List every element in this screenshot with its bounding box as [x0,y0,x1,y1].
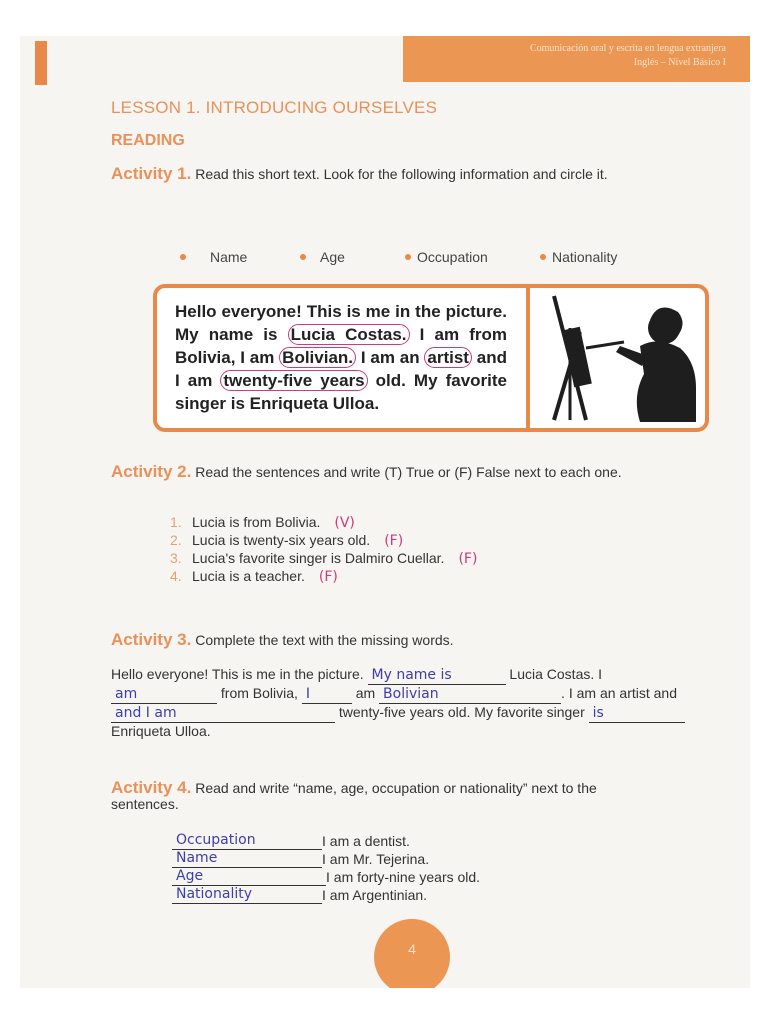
activity-3-title: Activity 3. [111,630,192,649]
activity-2-instruction [111,464,631,480]
answer-mark: (F) [318,569,338,585]
workbook-page [20,36,750,988]
story-text: Hello everyone! This is me in the picture. My name is Lucia Costas. I am from Bolivia, I am Bolivian. I am an artist and I am twenty-five years old. My favorite singer is Enriqueta Ulloa. [175,302,507,413]
answer-blank[interactable]: I [302,686,352,704]
bullet-dot-icon [540,254,546,260]
fill-line-1: Hello everyone! This is me in the picture. My name is Lucia Costas. I [111,666,603,683]
bullet-dot-icon [300,254,306,260]
activity-2-list [170,514,477,586]
answer-blank[interactable]: Nationality [172,886,322,904]
answer-mark: (F) [384,533,404,549]
list-item: Name I am Mr. Tejerina. [172,850,480,868]
answer-blank[interactable]: My name is [368,667,506,685]
bullet-age: Age [300,249,345,265]
circled-nationality: Bolivian. [279,347,356,368]
bullet-occupation: Occupation [405,249,488,265]
header-line-2: Inglés – Nivel Básico I [633,57,726,68]
bullet-name: Name [180,249,247,265]
section-title: READING [111,132,185,149]
page-number: 4 [374,919,450,988]
answer-blank[interactable]: Name [172,850,322,868]
answer-blank[interactable]: and I am [111,705,335,723]
activity-1-text: Read this short text. Look for the following information and circle it. [195,166,608,182]
list-item: 1. Lucia is from Bolivia. (V) [170,514,355,531]
answer-blank[interactable]: Age [172,868,326,886]
activity-2-title: Activity 2. [111,462,192,481]
fill-line-4: Enriqueta Ulloa. [111,723,211,739]
activity-4-text: Read and write “name, age, occupation or nationality” next to the sentences. [111,780,597,812]
lesson-title: LESSON 1. INTRODUCING OURSELVES [111,98,438,117]
activity-4-list [172,832,480,904]
activity-2-text: Read the sentences and write (T) True or (F) False next to each one. [195,464,622,480]
list-item: 4. Lucia is a teacher. (F) [170,568,338,585]
answer-mark: (F) [458,551,478,567]
list-item: 2. Lucia is twenty-six years old. (F) [170,532,404,549]
fill-line-3: and I am twenty-five years old. My favorite singer is [111,704,731,723]
answer-blank[interactable]: am [111,686,217,704]
activity-1-title: Activity 1. [111,164,192,183]
bullet-dot-icon [405,254,411,260]
list-item: Age I am forty-nine years old. [172,868,480,886]
header-band [403,36,750,82]
answer-blank[interactable]: Bolivian [379,686,561,704]
bullet-dot-icon [180,254,186,260]
circled-occupation: artist [424,347,472,368]
activity-3-instruction [111,632,631,648]
story-box [153,284,709,432]
answer-blank[interactable]: Occupation [172,832,322,850]
activity-4-title: Activity 4. [111,778,192,797]
list-item: Nationality I am Argentinian. [172,886,480,904]
bullet-nationality: Nationality [540,249,617,265]
answer-blank[interactable]: is [589,705,685,723]
activity-1-instruction [111,166,631,182]
fill-line-2: am from Bolivia, I am Bolivian . I am an artist and [111,685,731,704]
activity-3-text-block [111,666,731,740]
list-item: 3. Lucia's favorite singer is Dalmiro Cuellar. (F) [170,550,478,567]
header-line-1: Comunicación oral y escrita en lengua extranjera [529,43,726,54]
activity-3-text: Complete the text with the missing words. [195,632,454,648]
list-item: Occupation I am a dentist. [172,832,480,850]
story-divider [526,288,530,428]
circled-age: twenty-five years [220,370,367,391]
activity-4-instruction [111,780,631,812]
circled-name: Lucia Costas. [288,324,410,345]
painter-silhouette-icon [540,292,700,424]
answer-mark: (V) [334,515,355,531]
side-accent-bar [35,41,47,85]
